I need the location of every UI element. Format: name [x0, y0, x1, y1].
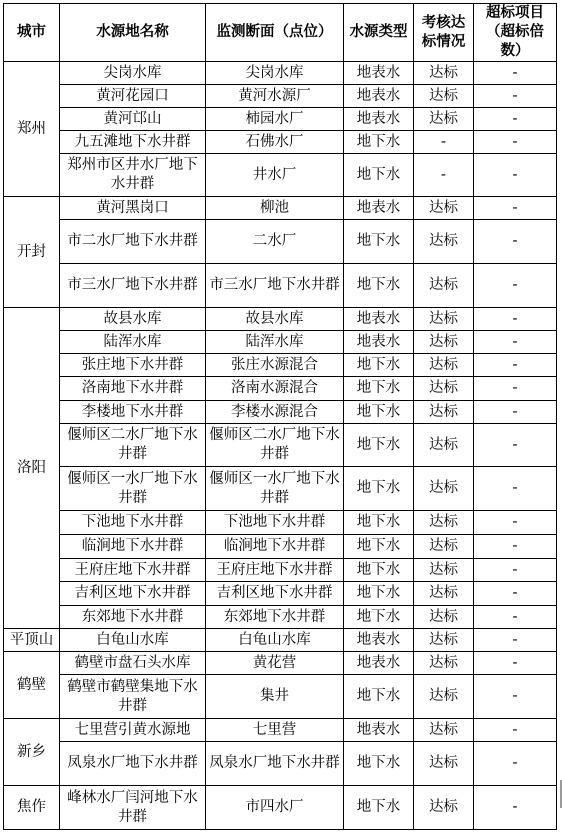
source-type-cell: 地下水 [344, 354, 414, 377]
assessment-status-cell: 达标 [414, 331, 474, 354]
assessment-status-cell: 达标 [414, 786, 474, 830]
assessment-status-cell: - [414, 154, 474, 197]
header-source-type: 水源类型 [344, 4, 414, 62]
monitoring-section-cell: 二水厂 [206, 220, 344, 264]
table-row [4, 424, 557, 467]
table-row [4, 377, 557, 401]
header-assessment-status: 考核达标情况 [414, 4, 474, 62]
monitoring-section-cell: 王府庄地下水井群 [206, 559, 344, 582]
assessment-status-cell: 达标 [414, 108, 474, 131]
source-name-cell: 吉利区地下水井群 [60, 582, 206, 606]
assessment-status-cell: 达标 [414, 652, 474, 675]
table-row [4, 629, 557, 652]
assessment-status-cell: 达标 [414, 354, 474, 377]
assessment-status-cell: 达标 [414, 606, 474, 629]
table-row [4, 331, 557, 354]
city-cell: 郑州 [4, 62, 60, 197]
source-name-cell: 白龟山水库 [60, 629, 206, 652]
source-type-cell: 地下水 [344, 377, 414, 401]
exceed-items-cell: - [474, 154, 557, 197]
exceed-items-cell: - [474, 131, 557, 154]
table-row [4, 582, 557, 606]
assessment-status-cell: 达标 [414, 582, 474, 606]
monitoring-section-cell: 张庄水源混合 [206, 354, 344, 377]
exceed-items-cell: - [474, 786, 557, 830]
table-body [4, 62, 557, 830]
header-monitoring-section: 监测断面（点位） [206, 4, 344, 62]
source-type-cell: 地表水 [344, 197, 414, 220]
source-type-cell: 地表水 [344, 62, 414, 85]
monitoring-section-cell: 偃师区二水厂地下水井群 [206, 424, 344, 467]
source-type-cell: 地下水 [344, 742, 414, 786]
monitoring-section-cell: 井水厂 [206, 154, 344, 197]
assessment-status-cell: 达标 [414, 742, 474, 786]
source-name-cell: 九五滩地下水井群 [60, 131, 206, 154]
header-row [4, 4, 557, 62]
source-type-cell: 地下水 [344, 131, 414, 154]
exceed-items-cell: - [474, 62, 557, 85]
assessment-status-cell: 达标 [414, 629, 474, 652]
exceed-items-cell: - [474, 582, 557, 606]
monitoring-section-cell: 偃师区一水厂地下水井群 [206, 467, 344, 511]
exceed-items-cell: - [474, 535, 557, 559]
monitoring-section-cell: 市三水厂地下水井群 [206, 264, 344, 308]
source-name-cell: 鹤壁市盘石头水库 [60, 652, 206, 675]
monitoring-section-cell: 白龟山水库 [206, 629, 344, 652]
source-name-cell: 郑州市区井水厂地下水井群 [60, 154, 206, 197]
monitoring-section-cell: 石佛水厂 [206, 131, 344, 154]
source-type-cell: 地下水 [344, 511, 414, 535]
city-cell: 洛阳 [4, 308, 60, 629]
exceed-items-cell: - [474, 108, 557, 131]
monitoring-section-cell: 故县水库 [206, 308, 344, 331]
exceed-items-cell: - [474, 220, 557, 264]
source-name-cell: 东郊地下水井群 [60, 606, 206, 629]
table-row [4, 308, 557, 331]
assessment-status-cell: 达标 [414, 424, 474, 467]
table-row [4, 511, 557, 535]
city-cell: 平顶山 [4, 629, 60, 652]
source-type-cell: 地下水 [344, 559, 414, 582]
source-name-cell: 临涧地下水井群 [60, 535, 206, 559]
exceed-items-cell: - [474, 264, 557, 308]
assessment-status-cell: 达标 [414, 675, 474, 719]
monitoring-section-cell: 柳池 [206, 197, 344, 220]
table-row [4, 131, 557, 154]
assessment-status-cell: 达标 [414, 62, 474, 85]
source-type-cell: 地下水 [344, 220, 414, 264]
source-name-cell: 张庄地下水井群 [60, 354, 206, 377]
monitoring-section-cell: 下池地下水井群 [206, 511, 344, 535]
monitoring-section-cell: 东郊地下水井群 [206, 606, 344, 629]
table-row [4, 354, 557, 377]
source-type-cell: 地下水 [344, 535, 414, 559]
city-cell: 开封 [4, 197, 60, 308]
source-name-cell: 凤泉水厂地下水井群 [60, 742, 206, 786]
monitoring-section-cell: 李楼水源混合 [206, 401, 344, 424]
exceed-items-cell: - [474, 424, 557, 467]
header-exceed-items: 超标项目（超标倍数） [474, 4, 557, 62]
monitoring-section-cell: 临涧地下水井群 [206, 535, 344, 559]
source-name-cell: 陆浑水库 [60, 331, 206, 354]
monitoring-section-cell: 集井 [206, 675, 344, 719]
table-row [4, 742, 557, 786]
exceed-items-cell: - [474, 742, 557, 786]
exceed-items-cell: - [474, 719, 557, 742]
table-row [4, 108, 557, 131]
assessment-status-cell: 达标 [414, 377, 474, 401]
exceed-items-cell: - [474, 675, 557, 719]
header-city: 城市 [4, 4, 60, 62]
source-type-cell: 地下水 [344, 424, 414, 467]
exceed-items-cell: - [474, 354, 557, 377]
source-name-cell: 下池地下水井群 [60, 511, 206, 535]
table-row [4, 62, 557, 85]
source-name-cell: 鹤壁市鹤壁集地下水井群 [60, 675, 206, 719]
assessment-status-cell: 达标 [414, 467, 474, 511]
monitoring-section-cell: 黄花营 [206, 652, 344, 675]
monitoring-section-cell: 陆浑水库 [206, 331, 344, 354]
exceed-items-cell: - [474, 331, 557, 354]
table-row [4, 154, 557, 197]
monitoring-section-cell: 洛南水源混合 [206, 377, 344, 401]
source-type-cell: 地表水 [344, 331, 414, 354]
city-cell: 焦作 [4, 786, 60, 830]
table-row [4, 264, 557, 308]
source-type-cell: 地表水 [344, 719, 414, 742]
table-row [4, 85, 557, 108]
monitoring-section-cell: 市四水厂 [206, 786, 344, 830]
source-type-cell: 地下水 [344, 401, 414, 424]
header-source-name: 水源地名称 [60, 4, 206, 62]
exceed-items-cell: - [474, 401, 557, 424]
exceed-items-cell: - [474, 197, 557, 220]
table-row [4, 652, 557, 675]
source-type-cell: 地下水 [344, 154, 414, 197]
exceed-items-cell: - [474, 652, 557, 675]
table-row [4, 535, 557, 559]
source-name-cell: 偃师区二水厂地下水井群 [60, 424, 206, 467]
source-type-cell: 地下水 [344, 786, 414, 830]
source-name-cell: 王府庄地下水井群 [60, 559, 206, 582]
exceed-items-cell: - [474, 629, 557, 652]
exceed-items-cell: - [474, 85, 557, 108]
assessment-status-cell: 达标 [414, 719, 474, 742]
exceed-items-cell: - [474, 308, 557, 331]
source-type-cell: 地下水 [344, 606, 414, 629]
source-type-cell: 地下水 [344, 675, 414, 719]
source-type-cell: 地表水 [344, 308, 414, 331]
source-type-cell: 地下水 [344, 264, 414, 308]
assessment-status-cell: 达标 [414, 535, 474, 559]
exceed-items-cell: - [474, 559, 557, 582]
monitoring-section-cell: 黄河水源厂 [206, 85, 344, 108]
source-name-cell: 峰林水厂闫河地下水井群 [60, 786, 206, 830]
source-name-cell: 黄河邙山 [60, 108, 206, 131]
water-source-table [3, 3, 557, 830]
assessment-status-cell: 达标 [414, 197, 474, 220]
assessment-status-cell: 达标 [414, 308, 474, 331]
source-type-cell: 地表水 [344, 629, 414, 652]
source-type-cell: 地下水 [344, 467, 414, 511]
table-row [4, 675, 557, 719]
assessment-status-cell: - [414, 131, 474, 154]
monitoring-section-cell: 吉利区地下水井群 [206, 582, 344, 606]
source-name-cell: 偃师区一水厂地下水井群 [60, 467, 206, 511]
exceed-items-cell: - [474, 511, 557, 535]
city-cell: 新乡 [4, 719, 60, 786]
table-row [4, 606, 557, 629]
assessment-status-cell: 达标 [414, 511, 474, 535]
source-name-cell: 洛南地下水井群 [60, 377, 206, 401]
source-type-cell: 地表水 [344, 652, 414, 675]
source-name-cell: 市三水厂地下水井群 [60, 264, 206, 308]
table-row [4, 559, 557, 582]
source-type-cell: 地表水 [344, 108, 414, 131]
source-name-cell: 李楼地下水井群 [60, 401, 206, 424]
exceed-items-cell: - [474, 377, 557, 401]
assessment-status-cell: 达标 [414, 85, 474, 108]
monitoring-section-cell: 尖岗水库 [206, 62, 344, 85]
assessment-status-cell: 达标 [414, 559, 474, 582]
table-row [4, 401, 557, 424]
source-name-cell: 黄河黑岗口 [60, 197, 206, 220]
source-type-cell: 地下水 [344, 582, 414, 606]
assessment-status-cell: 达标 [414, 401, 474, 424]
monitoring-section-cell: 七里营 [206, 719, 344, 742]
exceed-items-cell: - [474, 606, 557, 629]
source-name-cell: 市二水厂地下水井群 [60, 220, 206, 264]
assessment-status-cell: 达标 [414, 264, 474, 308]
source-name-cell: 故县水库 [60, 308, 206, 331]
table-row [4, 197, 557, 220]
source-name-cell: 黄河花园口 [60, 85, 206, 108]
table-row [4, 467, 557, 511]
monitoring-section-cell: 柿园水厂 [206, 108, 344, 131]
source-name-cell: 尖岗水库 [60, 62, 206, 85]
table-row [4, 786, 557, 830]
source-type-cell: 地表水 [344, 85, 414, 108]
source-name-cell: 七里营引黄水源地 [60, 719, 206, 742]
table-row [4, 220, 557, 264]
table-row [4, 719, 557, 742]
exceed-items-cell: - [474, 467, 557, 511]
city-cell: 鹤壁 [4, 652, 60, 719]
assessment-status-cell: 达标 [414, 220, 474, 264]
monitoring-section-cell: 凤泉水厂地下水井群 [206, 742, 344, 786]
